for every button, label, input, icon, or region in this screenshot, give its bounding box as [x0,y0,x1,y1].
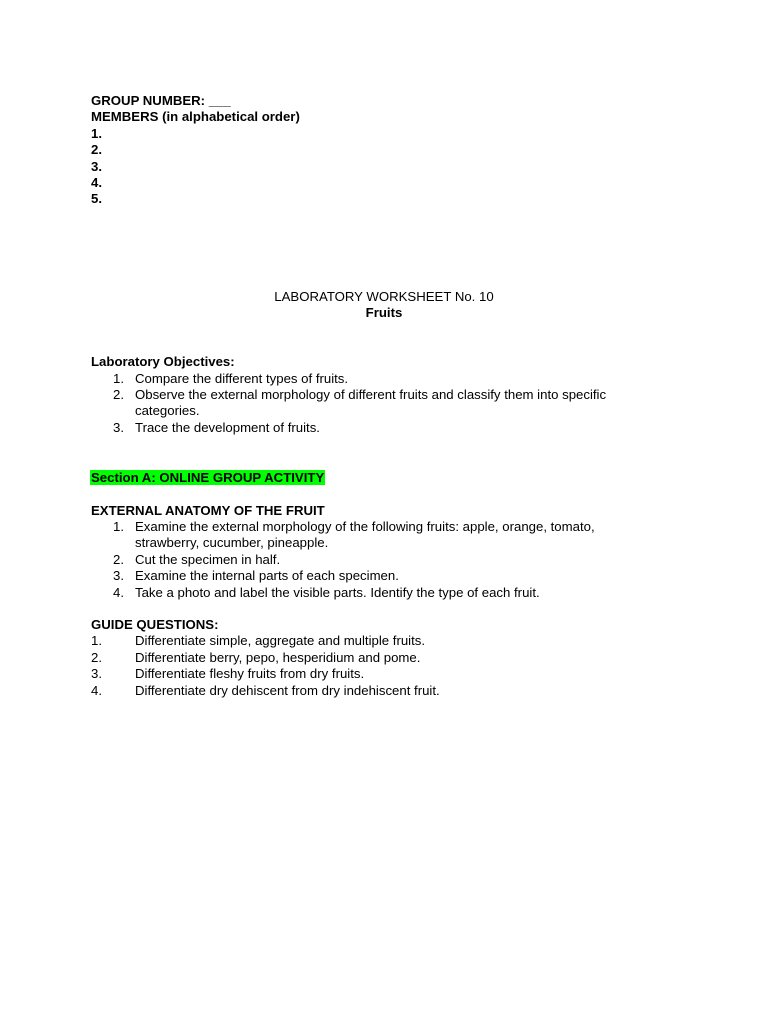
anatomy-step-text: Examine the external morphology of the following fruits: apple, orange, tomato, [135,519,595,534]
objective-text: Trace the development of fruits. [135,420,320,435]
section-a-label: Section A: ONLINE GROUP ACTIVITY [91,470,325,485]
guide-question [91,666,364,682]
anatomy-step-text: Examine the internal parts of each specimen. [135,568,399,583]
member-slot-2: 2. [91,142,102,157]
objective-text-continued: categories. [135,403,200,418]
guide-question-number: 2. [91,650,102,665]
member-slot-3: 3. [91,159,102,174]
guide-question [91,683,440,699]
member-slot-4: 4. [91,175,102,190]
group-number-line: GROUP NUMBER: ___ [91,93,231,108]
section-a-row [90,470,325,486]
member-slot-1: 1. [91,126,102,141]
worksheet-subtitle: Fruits [365,305,403,320]
guide-question-text: Differentiate fleshy fruits from dry fruits. [135,666,365,681]
anatomy-step-number: 4. [113,585,124,600]
objectives-heading: Laboratory Objectives: [91,354,235,369]
anatomy-step [113,519,595,535]
anatomy-step-number: 2. [113,552,124,567]
guide-question-text: Differentiate berry, pepo, hesperidium and pome. [135,650,421,665]
anatomy-step [113,552,280,568]
member-slot-5: 5. [91,191,102,206]
objective-item [113,420,320,436]
anatomy-step-text: Cut the specimen in half. [135,552,281,567]
guide-question-text: Differentiate simple, aggregate and multiple fruits. [135,633,426,648]
objective-number: 3. [113,420,124,435]
anatomy-step-number: 1. [113,519,124,534]
guide-question-text: Differentiate dry dehiscent from dry indehiscent fruit. [135,683,440,698]
guide-question-number: 1. [91,633,102,648]
anatomy-step-number: 3. [113,568,124,583]
guide-question-number: 3. [91,666,102,681]
guide-questions-heading: GUIDE QUESTIONS: [91,617,219,632]
members-label: MEMBERS (in alphabetical order) [91,109,300,124]
objective-text: Observe the external morphology of different fruits and classify them into specific [135,387,607,402]
anatomy-step [113,585,540,601]
anatomy-step [113,568,399,584]
objective-number: 2. [113,387,124,402]
anatomy-step-text: Take a photo and label the visible parts. Identify the type of each fruit. [135,585,540,600]
objective-number: 1. [113,371,124,386]
objective-text: Compare the different types of fruits. [135,371,349,386]
external-anatomy-heading: EXTERNAL ANATOMY OF THE FRUIT [91,503,325,518]
worksheet-title: LABORATORY WORKSHEET No. 10 [274,289,494,304]
guide-question [91,633,425,649]
guide-question [91,650,420,666]
guide-question-number: 4. [91,683,102,698]
objective-item [113,371,348,387]
objective-item [113,387,606,403]
anatomy-step-text-continued: strawberry, cucumber, pineapple. [135,535,329,550]
